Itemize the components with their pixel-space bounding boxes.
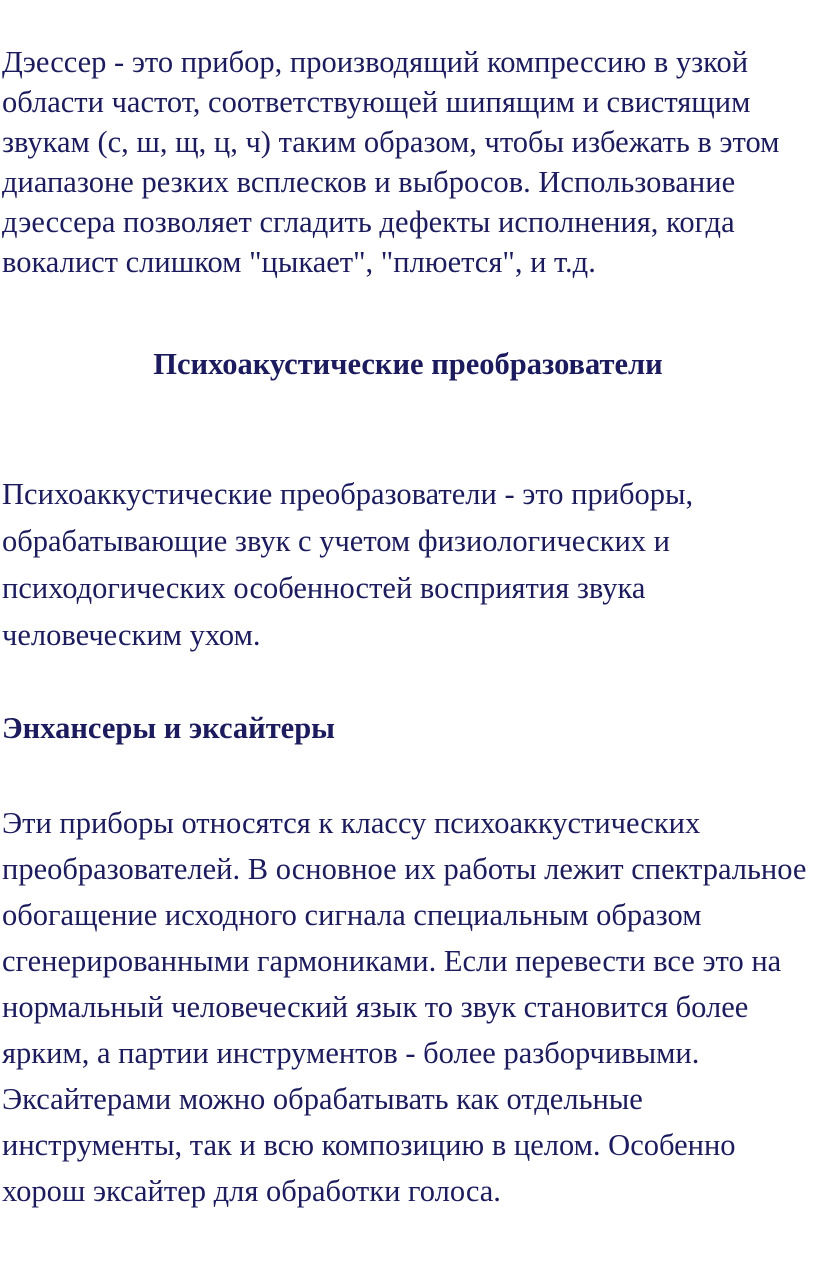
paragraph-psychoacoustic-converters: Психоаккустические преобразователи - это приборы, обрабатывающие звук с учетом физиологических и психодогических особенностей восприятия звука человеческим ухом. (2, 477, 694, 652)
heading-enhancers-exciters: Энхансеры и эксайтеры (2, 711, 335, 745)
paragraph-deesser: Дэессер - это прибор, производящий компрессию в узкой области частот, соответствующей шипящим и свистящим звукам (с, ш, щ, ц, ч) таким образом, чтобы избежать в этом диапазоне резких всплесков и выбросов. Использование дэессера позволяет сгладить дефекты исполнения, когда вокалист слишком "цыкает", "плюется", и т.д. (2, 45, 780, 279)
paragraph-enhancers-exciters: Эти приборы относятся к классу психоаккустических преобразователей. В основное их работы лежит спектральное обогащение исходного сигнала специальным образом сгенерированными гармониками. Если перевести все это на нормальный человеческий язык то звук становится более ярким, а партии инструментов - более разборчивыми. Эксайтерами можно обрабатывать как отдельные инструменты, так и всю композицию в целом. Особенно хорош эксайтер для обработки голоса. (2, 806, 807, 1208)
heading-psychoacoustic-converters: Психоакустические преобразователи (153, 347, 663, 381)
